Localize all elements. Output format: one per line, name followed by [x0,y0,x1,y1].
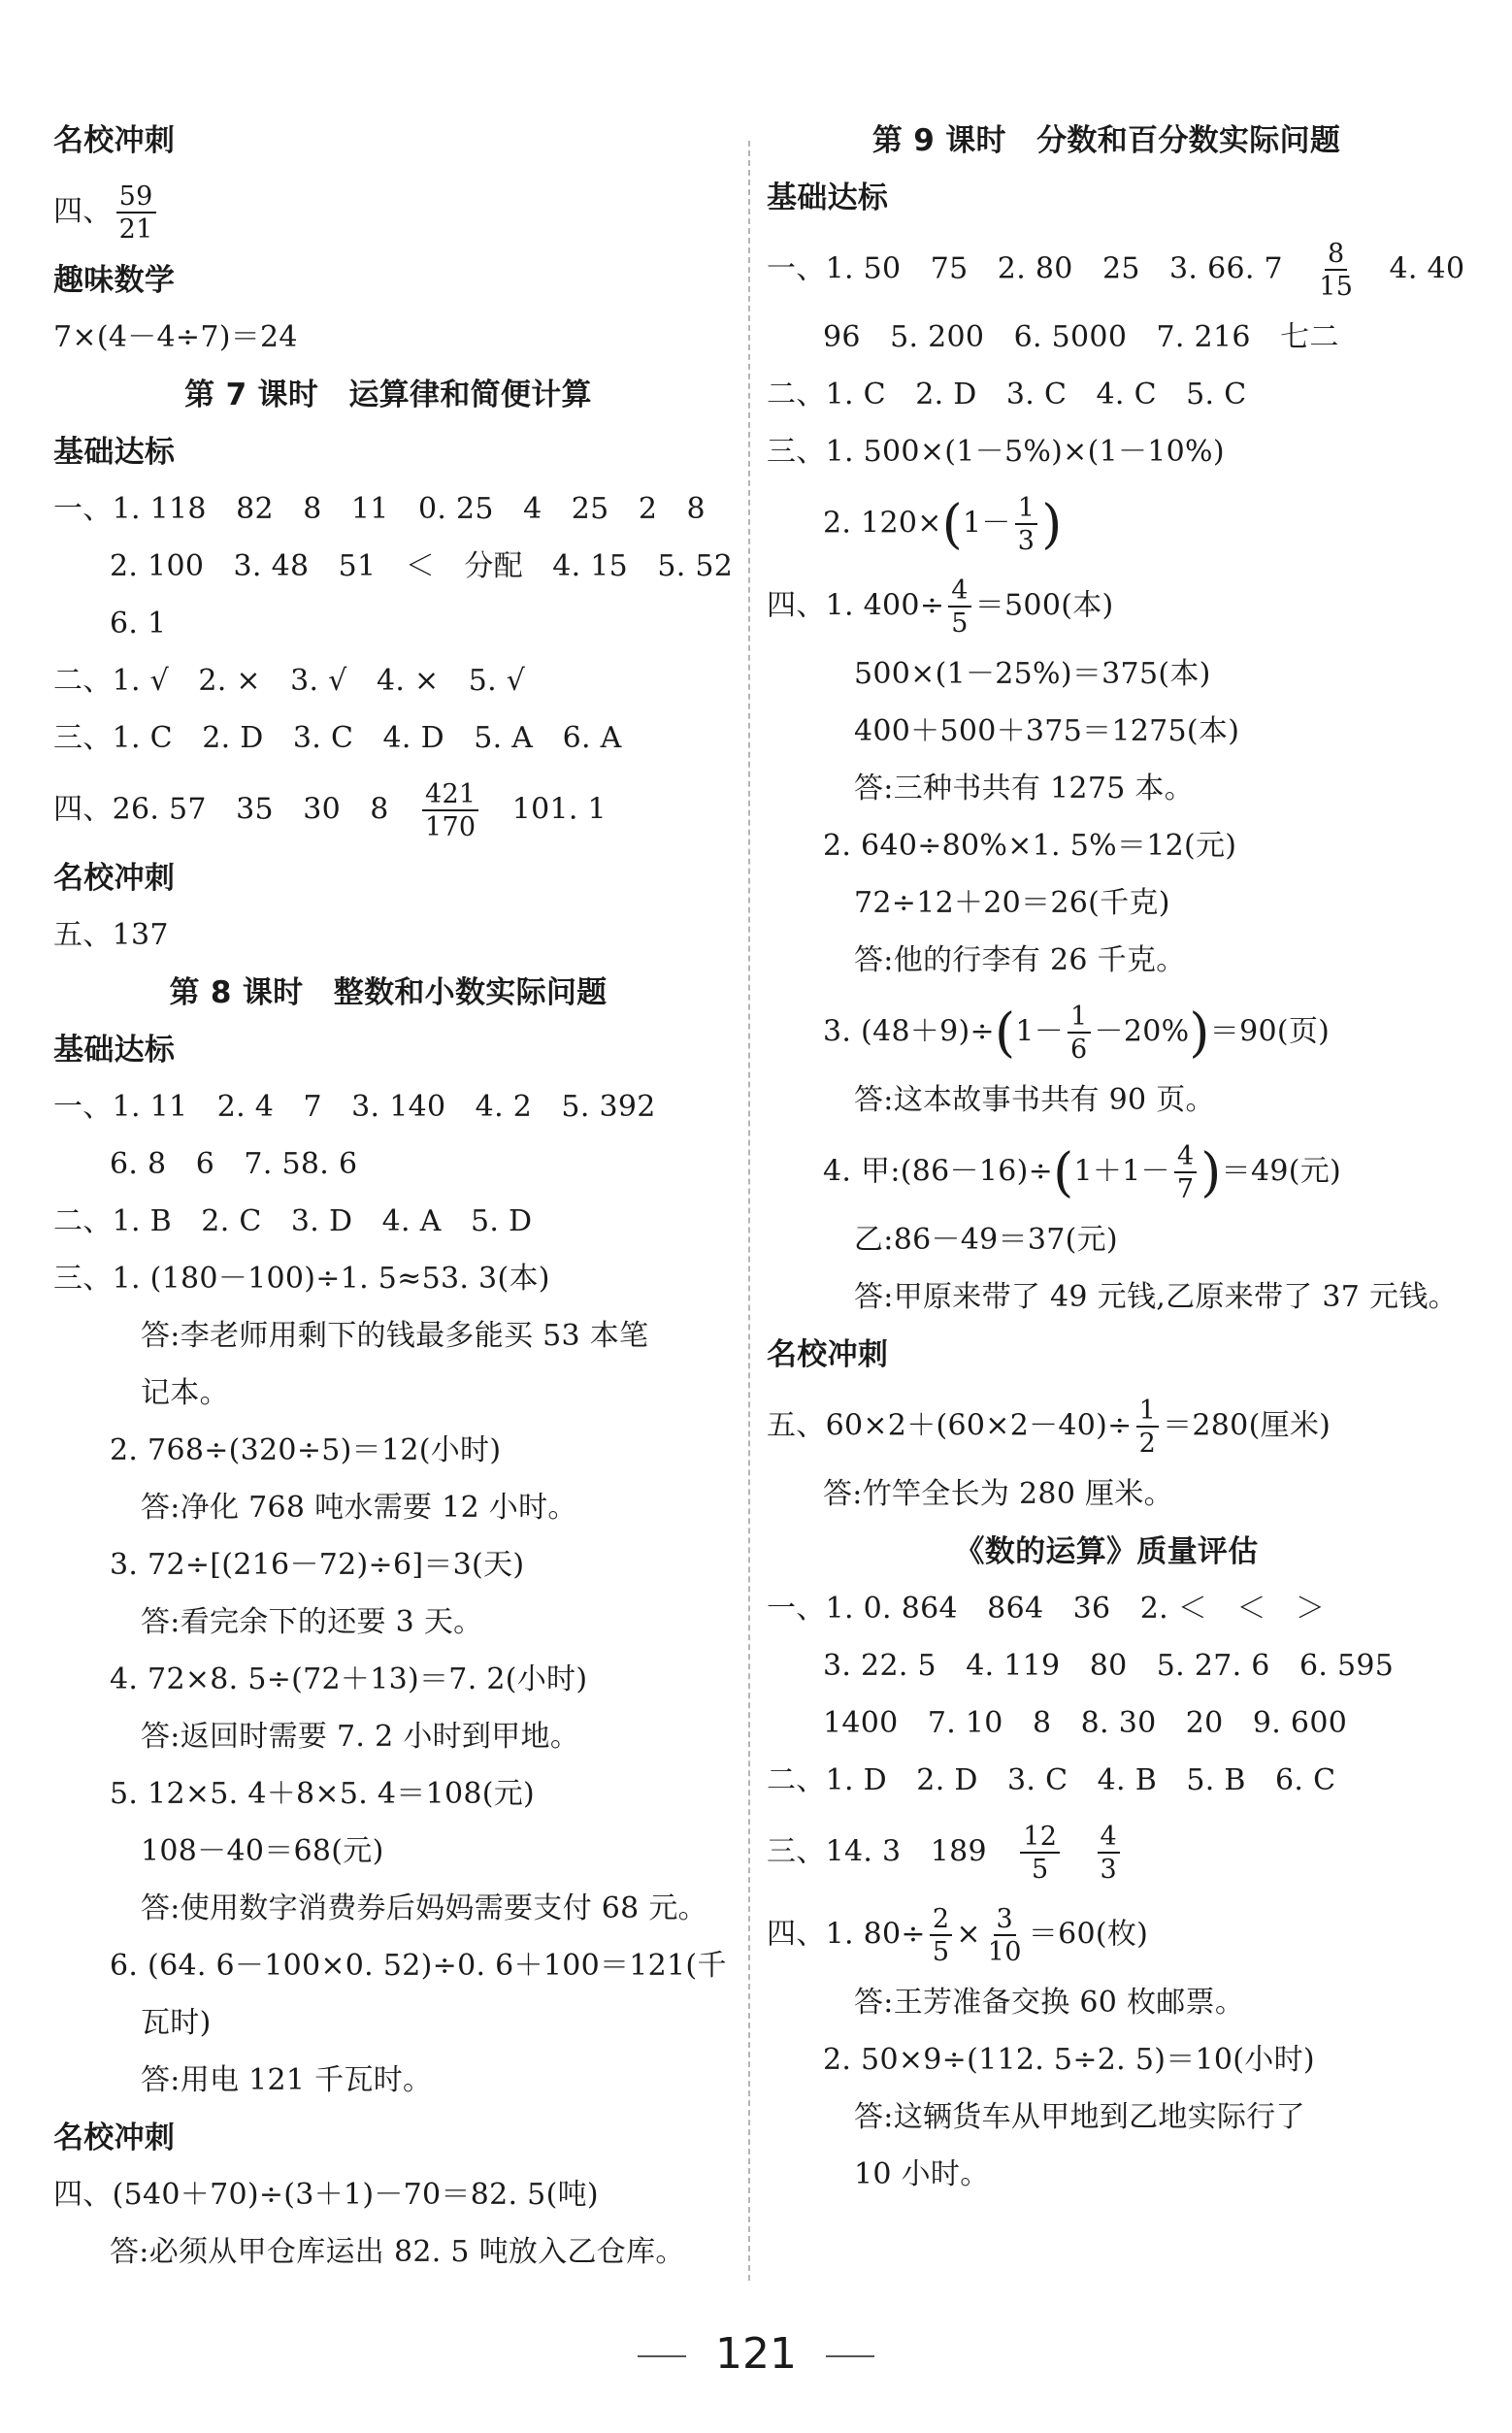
answer-line: 四、26. 57 35 30 8 $\frac{421}{170}$ 101. 1 [53,779,607,842]
answer-line: 四、1. 80÷ $\frac{2}{5}$ × $\frac{3}{10}$ ＝60(枚) [767,1904,1149,1967]
answer-line: 瓦时) [141,2006,212,2040]
answer-line: 6. 1 [110,607,167,641]
answer-line: 二、1. B 2. C 3. D 4. A 5. D [53,1204,533,1238]
answer-line: 四、1. 400÷ $\frac{4}{5}$ ＝500(本) [767,575,1114,639]
footer-dash [638,2355,686,2357]
answer-line: 答:王芳准备交换 60 枚邮票。 [854,1986,1245,2020]
answer-line: 答:甲原来带了 49 元钱,乙原来带了 37 元钱。 [854,1280,1458,1314]
page-footer [0,2329,1512,2379]
fraction: $\frac{421}{170}$ [422,781,478,840]
fraction: $\frac{1}{3}$ [1015,495,1037,554]
answer-line: 答:净化 768 吨水需要 12 小时。 [141,1491,577,1525]
answer-line: 6. (64. 6－100×0. 52)÷0. 6＋100＝121(千 [110,1949,727,1983]
answer-line: 记本。 [141,1376,229,1410]
answer-line: 3. 72÷[(216－72)÷6]＝3(天) [110,1548,525,1582]
answer-line: 答:这本故事书共有 90 页。 [854,1083,1215,1117]
answer-line: 10 小时。 [854,2157,990,2191]
answer-line: 答:他的行李有 26 千克。 [854,943,1186,977]
answer-line: 3. 22. 5 4. 119 80 5. 27. 6 6. 595 [823,1649,1395,1683]
fraction: $\frac{4}{5}$ [948,577,970,637]
answer-line: 答:这辆货车从甲地到乙地实际行了 [854,2100,1305,2134]
answer-line: 2. 120×(1－ $\frac{1}{3}$ ) [823,493,1063,556]
answer-line: 答:返回时需要 7. 2 小时到甲地。 [141,1720,580,1754]
answer-line: 答:三种书共有 1275 本。 [854,772,1195,806]
fraction: $\frac{4}{3}$ [1098,1824,1120,1883]
fraction: $\frac{59}{21}$ [116,183,156,243]
section-heading: 名校冲刺 [767,1337,889,1372]
section-heading: 基础达标 [767,181,889,215]
section-heading: 基础达标 [53,1033,176,1068]
fraction: $\frac{3}{10}$ [987,1904,1022,1967]
lesson-title: 第 9 课时 分数和百分数实际问题 [871,123,1341,158]
fraction: $\frac{4}{7}$ [1174,1143,1197,1202]
section-heading: 趣味数学 [53,263,176,298]
answer-line: 答:用电 121 千瓦时。 [141,2063,433,2097]
right-column [767,123,1465,2218]
fraction: $\frac{12}{5}$ [1020,1824,1060,1883]
section-heading: 基础达标 [53,435,176,470]
lesson-title: 第 7 课时 运算律和简便计算 [184,378,592,412]
answer-line: 3. (48＋9)÷(1－ $\frac{1}{6}$ －20%)＝90(页) [823,1002,1331,1065]
answer-line: 1400 7. 10 8 8. 30 20 9. 600 [823,1706,1348,1740]
answer-line: 三、1. C 2. D 3. C 4. D 5. A 6. A [53,721,622,755]
page-number: 121 [715,2329,797,2379]
fraction: $\frac{2}{5}$ [930,1906,952,1965]
fraction: $\frac{1}{2}$ [1136,1397,1159,1457]
answer-line: 答:看完余下的还要 3 天。 [141,1605,483,1639]
fraction: $\frac{8}{15}$ [1319,239,1354,302]
answer-line: 4. 甲:(86－16)÷(1＋1－ $\frac{4}{7}$ )＝49(元) [823,1141,1342,1204]
answer-line: 4. 72×8. 5÷(72＋13)＝7. 2(小时) [110,1662,588,1696]
answer-line: 五、60×2＋(60×2－40)÷ $\frac{1}{2}$ ＝280(厘米) [767,1396,1331,1459]
section-heading: 名校冲刺 [53,861,176,896]
answer-line: 2. 640÷80%×1. 5%＝12(元) [823,829,1237,863]
answer-line: 乙:86－49＝37(元) [854,1223,1118,1257]
answer-line: 三、1. (180－100)÷1. 5≈53. 3(本) [53,1262,550,1296]
lesson-title: 第 8 课时 整数和小数实际问题 [169,975,608,1010]
footer-dash [826,2355,874,2357]
answer-line: 四、 $\frac{59}{21}$ [53,183,723,243]
answer-line: 答:必须从甲仓库运出 82. 5 吨放入乙仓库。 [110,2235,685,2269]
answer-line: 2. 768÷(320÷5)＝12(小时) [110,1433,502,1467]
section-heading: 名校冲刺 [53,2121,176,2155]
answer-line: 2. 100 3. 48 51 ＜ 分配 4. 15 5. 52 [110,549,734,583]
answer-line: 7×(4－4÷7)＝24 [53,320,298,354]
answer-line: 72÷12＋20＝26(千克) [854,886,1170,920]
answer-line: 一、1. 11 2. 4 7 3. 140 4. 2 5. 392 [53,1090,656,1124]
answer-line: 500×(1－25%)＝375(本) [854,657,1211,691]
answer-line: 四、(540＋70)÷(3＋1)－70＝82. 5(吨) [53,2178,599,2212]
answer-line: 6. 8 6 7. 58. 6 [110,1147,358,1181]
answer-line: 二、1. D 2. D 3. C 4. B 5. B 6. C [767,1763,1336,1797]
answer-line: 二、1. √ 2. × 3. √ 4. × 5. √ [53,664,526,698]
answer-line: 答:使用数字消费券后妈妈需要支付 68 元。 [141,1891,707,1925]
answer-line: 一、1. 118 82 8 11 0. 25 4 25 2 8 [53,492,706,526]
answer-line: 5. 12×5. 4＋8×5. 4＝108(元) [110,1777,536,1811]
answer-line: 答:李老师用剩下的钱最多能买 53 本笔 [141,1319,649,1353]
assessment-title: 《数的运算》质量评估 [954,1534,1259,1569]
answer-line: 2. 50×9÷(112. 5÷2. 5)＝10(小时) [823,2043,1315,2077]
fraction: $\frac{1}{6}$ [1068,1003,1090,1063]
answer-line: 三、14. 3 189 $\frac{12}{5}$ $\frac{4}{3}$ [767,1824,1446,1883]
answer-line: 96 5. 200 6. 5000 7. 216 七二 [823,320,1339,354]
answer-line: 一、1. 0. 864 864 36 2. ＜ ＜ ＞ [767,1592,1326,1626]
column-divider [748,141,750,2281]
left-column [53,123,734,2295]
answer-line: 五、137 [53,918,169,952]
answer-line: 答:竹竿全长为 280 厘米。 [823,1477,1173,1511]
answer-line: 三、1. 500×(1－5%)×(1－10%) [767,435,1225,469]
answer-line: 400＋500＋375＝1275(本) [854,714,1240,748]
answer-line: 108－40＝68(元) [141,1834,384,1868]
answer-line: 一、1. 50 75 2. 80 25 3. 66. 7 $\frac{8}{15}$ 4. 40 [767,239,1465,302]
answer-line: 二、1. C 2. D 3. C 4. C 5. C [767,378,1247,411]
section-heading: 名校冲刺 [53,123,176,158]
